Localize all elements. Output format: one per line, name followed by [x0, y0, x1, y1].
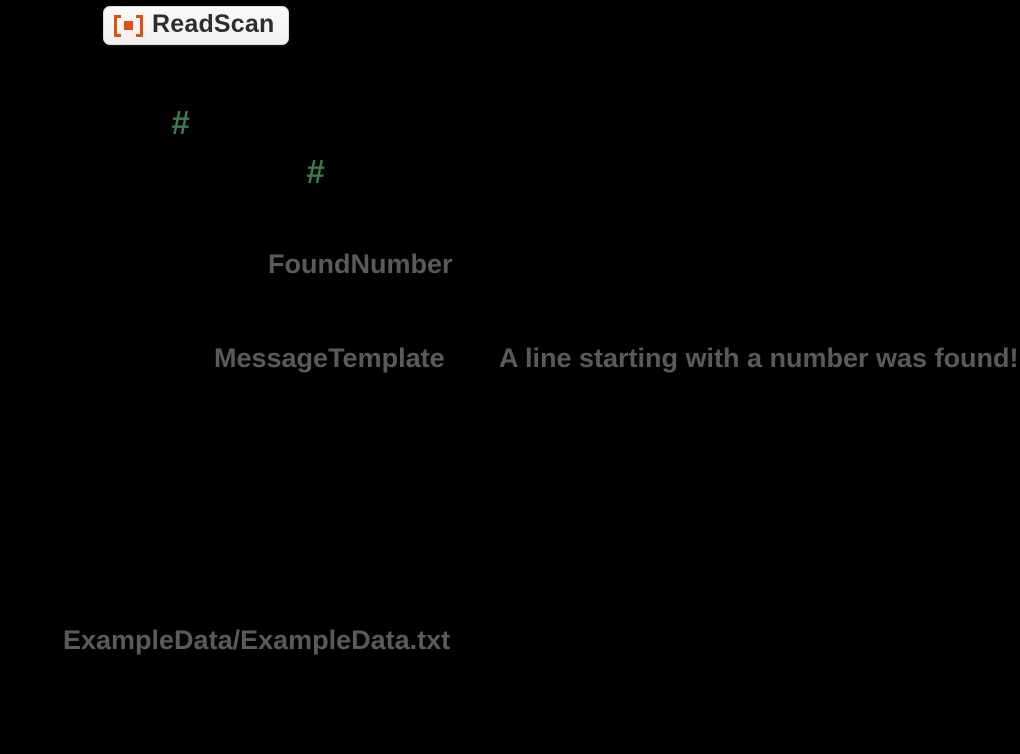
string-message-template: MessageTemplate — [214, 343, 445, 373]
string-file-path: ExampleData/ExampleData.txt — [63, 625, 451, 655]
resource-function-label: ReadScan — [152, 10, 275, 38]
resource-function-badge[interactable] — [103, 6, 289, 45]
slot-symbol-2: # — [306, 153, 325, 190]
bracket-right-shape — [136, 15, 143, 37]
slot-symbol-1: # — [171, 104, 190, 141]
string-message-value: A line starting with a number was found! — [499, 343, 1019, 373]
string-found-number: FoundNumber — [268, 249, 453, 279]
square-glyph — [124, 21, 133, 30]
resource-function-bracket-icon — [114, 15, 143, 37]
bracket-left-shape — [114, 15, 121, 37]
